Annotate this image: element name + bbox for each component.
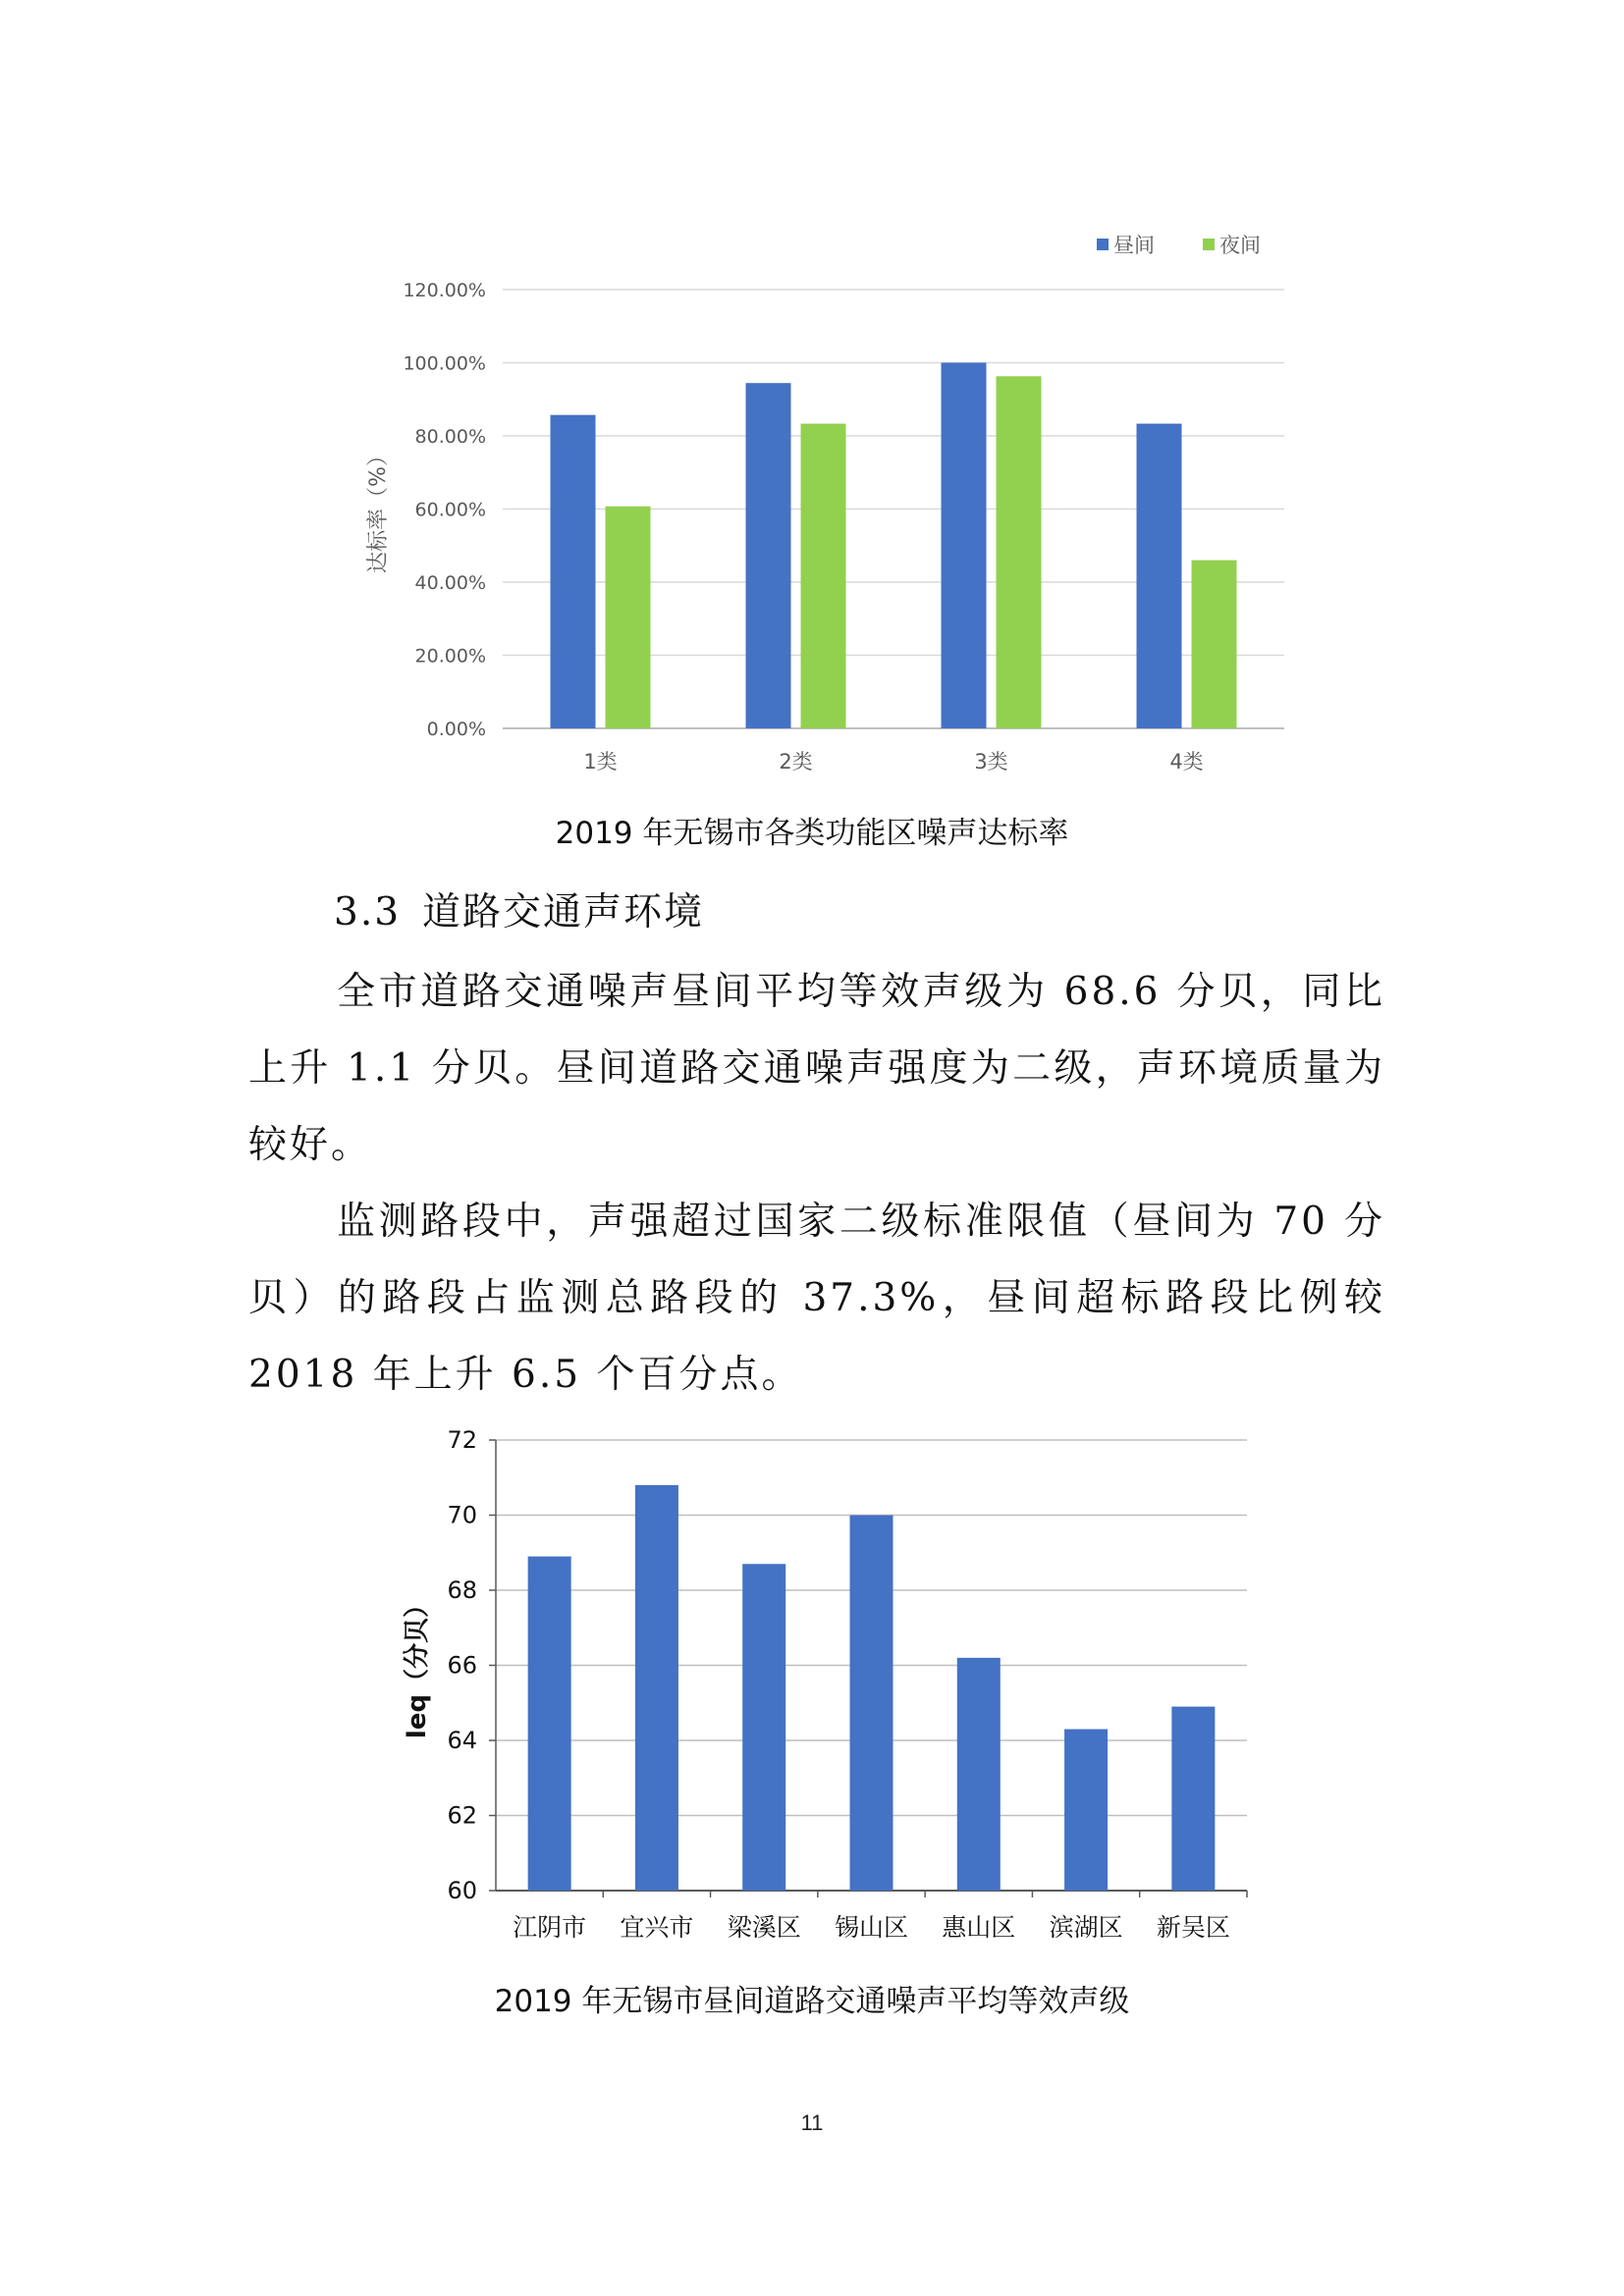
- bar: [635, 1485, 678, 1891]
- bar: [957, 1658, 1001, 1891]
- bar: [742, 1564, 785, 1891]
- x-tick-label: 江阴市: [513, 1913, 587, 1942]
- x-tick-label: 3类: [974, 750, 1008, 774]
- x-tick-label: 锡山区: [834, 1913, 909, 1942]
- y-tick-label: 72: [447, 1426, 477, 1454]
- x-tick-label: 4类: [1169, 750, 1204, 774]
- legend-label: 夜间: [1219, 234, 1261, 257]
- paragraph-1: 全市道路交通噪声昼间平均等效声级为 68.6 分贝，同比上升 1.1 分贝。昼间道路交通噪声强度为二级，声环境质量为较好。: [248, 970, 1385, 1167]
- section-heading: [334, 881, 726, 936]
- bar-day: [942, 363, 987, 729]
- chart1-caption: 2019 年无锡市各类功能区噪声达标率: [555, 816, 1069, 851]
- bar-night: [801, 424, 846, 728]
- y-tick-label: 60: [447, 1877, 477, 1904]
- paragraph-2: 监测路段中，声强超过国家二级标准限值（昼间为 70 分贝）的路段占监测总路段的 37.3%，昼间超标路段比例较 2018 年上升 6.5 个百分点。: [248, 1200, 1385, 1397]
- legend-swatch: [1097, 239, 1109, 250]
- legend-swatch: [1203, 239, 1215, 250]
- x-tick-label: 滨湖区: [1049, 1913, 1123, 1942]
- x-tick-label: 梁溪区: [727, 1913, 801, 1942]
- y-tick-label: 40.00%: [414, 572, 486, 594]
- x-tick-label: 惠山区: [942, 1913, 1016, 1942]
- x-tick-label: 新吴区: [1156, 1913, 1230, 1942]
- traffic-noise-chart: [0, 1404, 1624, 1953]
- y-tick-label: 60.00%: [414, 499, 486, 521]
- bar-day: [1137, 424, 1182, 728]
- y-tick-label: 62: [447, 1801, 477, 1830]
- y-tick-label: 68: [447, 1576, 477, 1604]
- legend-label: 昼间: [1113, 234, 1155, 257]
- bar: [528, 1557, 571, 1891]
- y-tick-label: 66: [447, 1651, 477, 1680]
- bar-day: [746, 383, 791, 728]
- compliance-rate-chart: [0, 0, 1624, 844]
- y-axis-title: 达标率（%）: [366, 445, 391, 573]
- y-tick-label: 64: [447, 1727, 477, 1754]
- y-tick-label: 0.00%: [426, 719, 486, 740]
- x-tick-label: 2类: [779, 750, 813, 774]
- section-number: 3.3: [334, 890, 402, 934]
- y-tick-label: 100.00%: [403, 352, 486, 375]
- y-tick-label: 120.00%: [403, 280, 486, 301]
- y-tick-label: 20.00%: [414, 645, 486, 667]
- bar-day: [551, 415, 596, 728]
- bar-night: [997, 376, 1042, 728]
- y-tick-label: 80.00%: [414, 426, 486, 448]
- x-tick-label: 宜兴市: [620, 1913, 694, 1942]
- bar: [850, 1516, 893, 1892]
- y-axis-title: leq（分贝）: [403, 1591, 432, 1739]
- bar-night: [606, 507, 651, 728]
- x-tick-label: 1类: [583, 750, 618, 774]
- y-tick-label: 70: [447, 1501, 477, 1529]
- bar: [1171, 1707, 1215, 1891]
- bar: [1064, 1730, 1108, 1891]
- bar-night: [1192, 561, 1237, 728]
- page-number: 11: [800, 2110, 824, 2135]
- section-title: 道路交通声环境: [422, 890, 705, 934]
- chart2-caption: 2019 年无锡市昼间道路交通噪声平均等效声级: [494, 1984, 1130, 2019]
